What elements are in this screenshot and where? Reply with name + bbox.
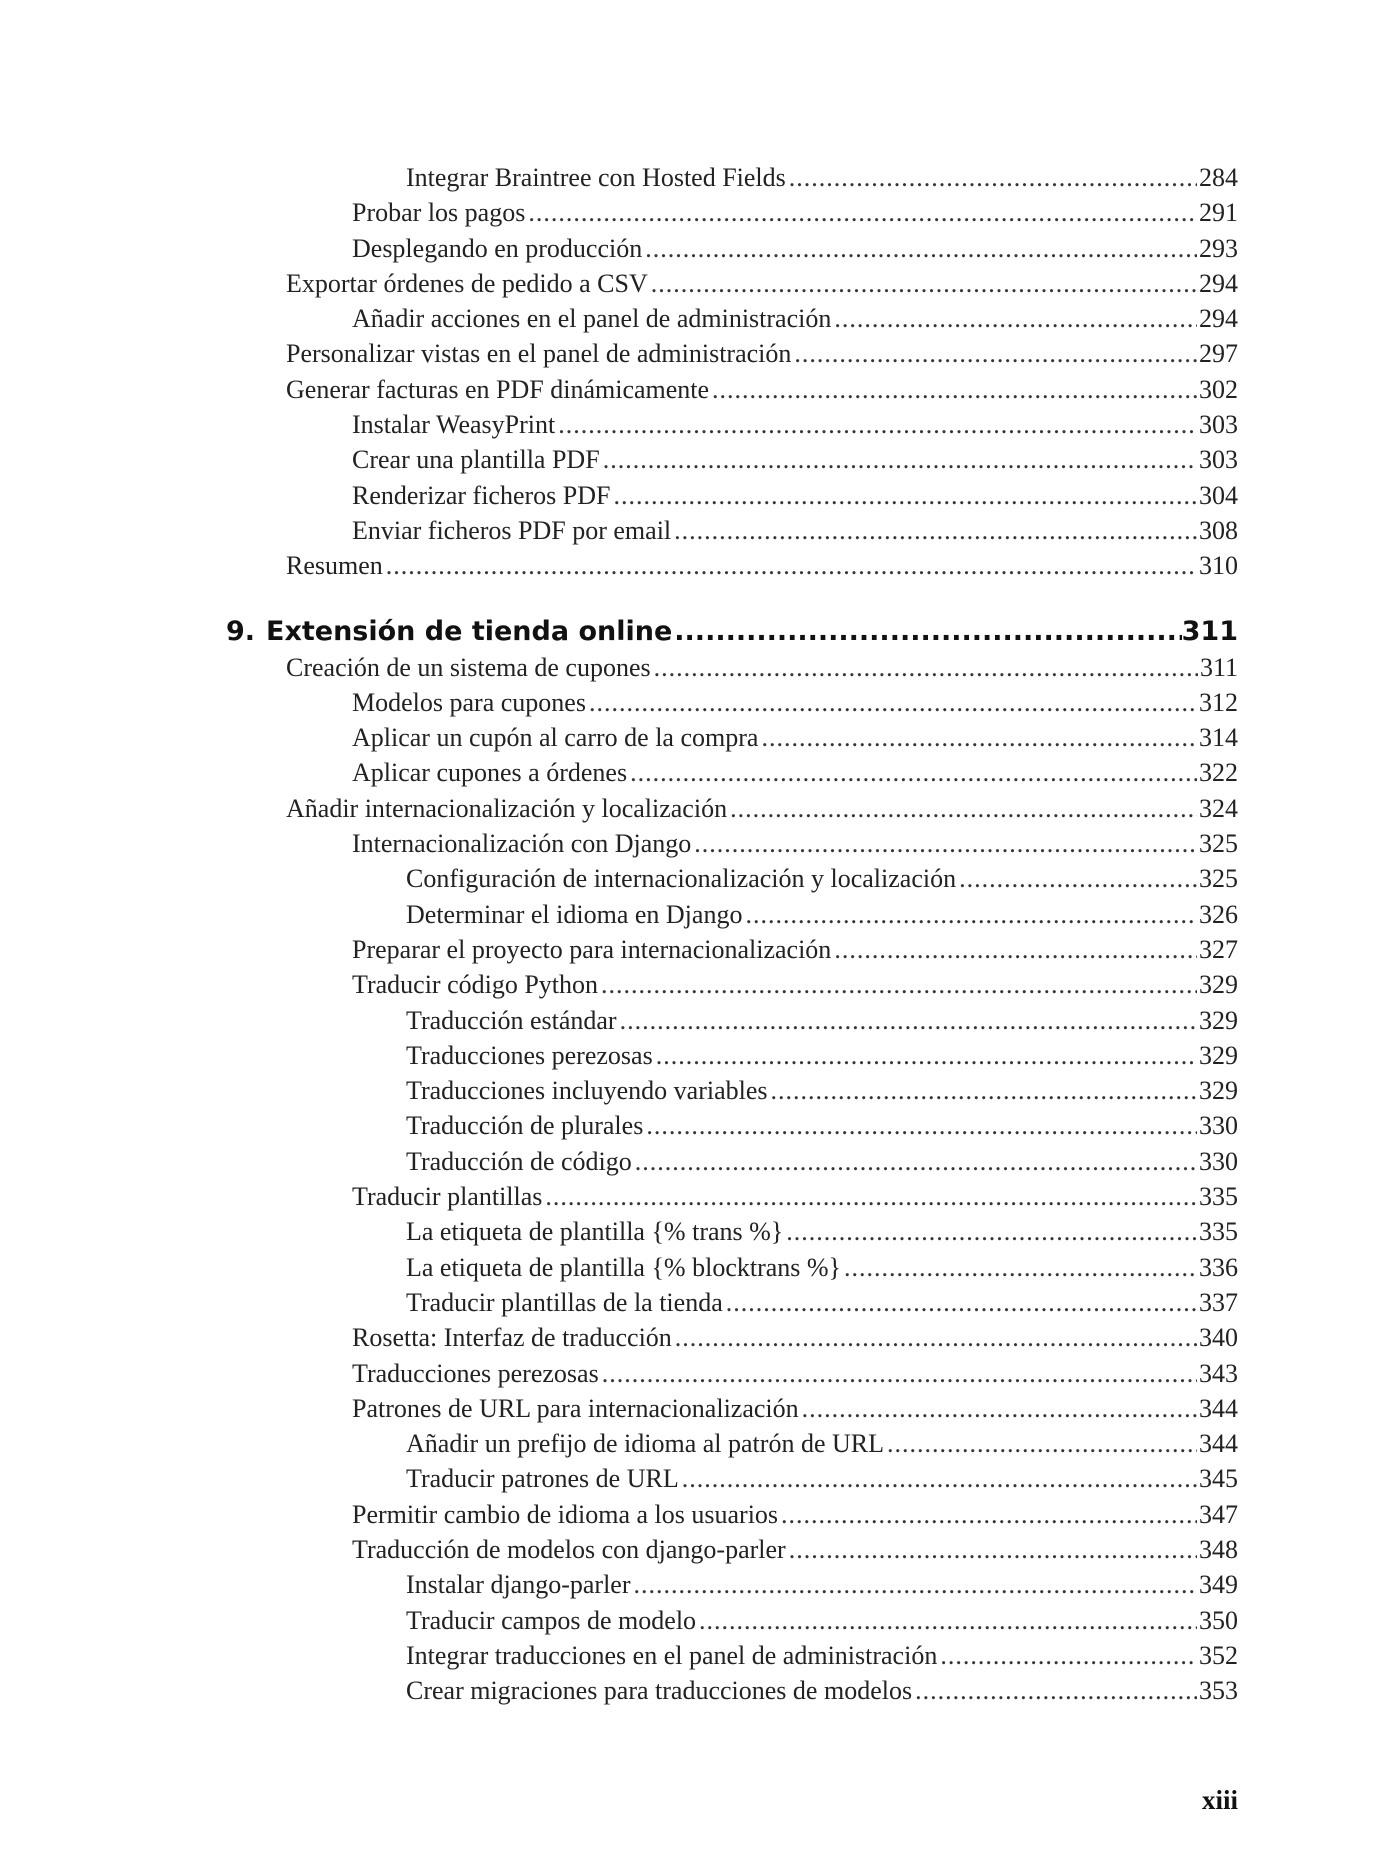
toc-entry-title: Creación de un sistema de cupones [286, 652, 651, 682]
toc-entry-title: Patrones de URL para internacionalización [352, 1393, 799, 1423]
toc-entry [0, 231, 1388, 266]
toc-entry-title: Modelos para cupones [352, 687, 586, 717]
dot-leader [789, 160, 1197, 195]
toc-entry [0, 1638, 1388, 1673]
toc-entry-title: Renderizar ficheros PDF [352, 480, 611, 510]
dot-leader [712, 372, 1197, 407]
toc-entry-page: 324 [1199, 793, 1238, 823]
toc-entry [0, 266, 1388, 301]
dot-leader [646, 1108, 1197, 1143]
toc-entry-title: Traducir patrones de URL [406, 1464, 679, 1494]
toc-entry [0, 755, 1388, 790]
dot-leader [675, 1320, 1197, 1355]
toc-entry-page: 329 [1199, 1005, 1238, 1035]
toc-entry [0, 967, 1388, 1002]
toc-entry-title: Añadir acciones en el panel de administración [352, 304, 832, 334]
toc-entry-page: 297 [1199, 339, 1238, 369]
toc-entry [0, 932, 1388, 967]
dot-leader [528, 195, 1197, 230]
dot-leader [602, 1356, 1197, 1391]
toc-entry-title: Crear migraciones para traducciones de modelos [406, 1676, 913, 1706]
dot-leader [786, 1214, 1197, 1249]
toc-entry-title: Exportar órdenes de pedido a CSV [286, 268, 648, 298]
toc-entry-title: Traducir plantillas [352, 1182, 543, 1212]
toc-entry-page: 344 [1199, 1393, 1238, 1423]
toc-entry [0, 407, 1388, 442]
toc-entry-page: 284 [1199, 163, 1238, 192]
dot-leader [386, 548, 1197, 583]
toc-entry-title: Desplegando en producción [352, 233, 643, 263]
dot-leader [699, 1603, 1197, 1638]
toc-entry [0, 195, 1388, 230]
toc-entry-title: Generar facturas en PDF dinámicamente [286, 374, 710, 404]
dot-leader [603, 442, 1197, 477]
toc-entry-title: Aplicar cupones a órdenes [352, 758, 628, 788]
toc-entry-title: Resumen [286, 551, 383, 581]
toc-entry-title: Traducir código Python [352, 970, 599, 1000]
toc-entry-page: 349 [1199, 1570, 1238, 1600]
toc-entry-page: 325 [1199, 864, 1238, 894]
dot-leader [730, 791, 1197, 826]
dot-leader [651, 266, 1197, 301]
toc-entry [0, 301, 1388, 336]
toc-entry-page: 302 [1199, 374, 1238, 404]
toc-entry-title: Personalizar vistas en el panel de administración [286, 339, 792, 369]
toc-entry-title: Traducir plantillas de la tienda [406, 1287, 723, 1317]
dot-leader [802, 1391, 1197, 1426]
toc-entry-title: Rosetta: Interfaz de traducción [352, 1323, 672, 1353]
toc-entry [0, 336, 1388, 371]
toc-entry-page: 311 [1199, 652, 1238, 682]
chapter-page: 311 [1181, 615, 1238, 647]
toc-entry-page: 335 [1199, 1217, 1238, 1247]
toc-entry [0, 1461, 1388, 1496]
toc-entry-page: 303 [1199, 410, 1238, 440]
toc-entry-title: Integrar traducciones en el panel de administración [406, 1640, 938, 1670]
toc-entry-page: 312 [1199, 687, 1238, 717]
dot-leader [794, 336, 1197, 371]
toc-entry-page: 294 [1199, 304, 1238, 334]
toc-entry-page: 345 [1199, 1464, 1238, 1494]
dot-leader [682, 1461, 1197, 1496]
dot-leader [834, 301, 1197, 336]
toc-section-before [0, 160, 1388, 584]
toc-entry-title: Aplicar un cupón al carro de la compra [352, 723, 759, 753]
dot-leader [645, 231, 1197, 266]
dot-leader [634, 1567, 1197, 1602]
toc-entry-page: 326 [1199, 899, 1238, 929]
toc-entry [0, 372, 1388, 407]
toc-entry-page: 352 [1199, 1640, 1238, 1670]
toc-entry [0, 1250, 1388, 1285]
toc-entry-title: Añadir un prefijo de idioma al patrón de URL [406, 1429, 884, 1459]
dot-leader [558, 407, 1197, 442]
dot-leader [630, 755, 1197, 790]
toc-entry-page: 336 [1199, 1252, 1238, 1282]
toc-entry-page: 308 [1199, 515, 1238, 545]
dot-leader [781, 1497, 1197, 1532]
toc-entry [0, 1038, 1388, 1073]
toc-entry-title: Añadir internacionalización y localización [286, 793, 728, 823]
toc-entry [0, 1003, 1388, 1038]
chapter-heading [0, 614, 1388, 650]
toc-entry [0, 1214, 1388, 1249]
toc-entry-page: 304 [1199, 480, 1238, 510]
toc-entry-page: 322 [1199, 758, 1238, 788]
toc-entry-title: Traducción de plurales [406, 1111, 644, 1141]
toc-entry [0, 1356, 1388, 1391]
dot-leader [789, 1532, 1197, 1567]
dot-leader [915, 1673, 1197, 1708]
toc-section-after [0, 650, 1388, 1709]
toc-entry-title: Traducción de modelos con django-parler [352, 1534, 786, 1564]
toc-entry-page: 329 [1199, 1076, 1238, 1106]
toc-entry [0, 1673, 1388, 1708]
toc-entry [0, 685, 1388, 720]
dot-leader [940, 1638, 1197, 1673]
toc-entry [0, 1108, 1388, 1143]
dot-leader [656, 1038, 1197, 1073]
toc-entry-title: Traducción estándar [406, 1005, 617, 1035]
toc-entry-page: 330 [1199, 1146, 1238, 1176]
toc-entry-title: Internacionalización con Django [352, 829, 692, 859]
dot-leader [654, 650, 1198, 685]
toc-entry [0, 1603, 1388, 1638]
table-of-contents [0, 160, 1388, 1708]
page-number: xiii [1201, 1785, 1238, 1815]
toc-entry-page: 337 [1199, 1287, 1238, 1317]
toc-entry [0, 861, 1388, 896]
chapter-title: Extensión de tienda online [266, 615, 673, 647]
toc-entry [0, 720, 1388, 755]
toc-entry [0, 897, 1388, 932]
dot-leader [761, 720, 1197, 755]
toc-entry-title: Traducción de código [406, 1146, 632, 1176]
toc-entry [0, 1144, 1388, 1179]
toc-entry [0, 513, 1388, 548]
toc-entry [0, 1532, 1388, 1567]
toc-entry-page: 340 [1199, 1323, 1238, 1353]
toc-entry-page: 353 [1199, 1676, 1238, 1706]
toc-entry-page: 347 [1199, 1499, 1238, 1529]
toc-entry [0, 478, 1388, 513]
toc-entry [0, 1073, 1388, 1108]
chapter-number: 9. [226, 615, 256, 647]
toc-entry-title: Probar los pagos [352, 198, 526, 228]
toc-entry-title: Instalar WeasyPrint [352, 410, 556, 440]
dot-leader [613, 478, 1197, 513]
toc-entry [0, 1285, 1388, 1320]
dot-leader [589, 685, 1197, 720]
toc-entry-title: Configuración de internacionalización y localización [406, 864, 957, 894]
toc-entry-page: 350 [1199, 1605, 1238, 1635]
toc-entry-page: 330 [1199, 1111, 1238, 1141]
toc-entry-page: 303 [1199, 445, 1238, 475]
dot-leader [844, 1250, 1197, 1285]
toc-entry-page: 310 [1199, 551, 1238, 581]
toc-entry [0, 826, 1388, 861]
toc-entry-title: Permitir cambio de idioma a los usuarios [352, 1499, 779, 1529]
toc-entry-title: Enviar ficheros PDF por email [352, 515, 672, 545]
dot-leader [745, 897, 1197, 932]
toc-entry-page: 343 [1199, 1358, 1238, 1388]
dot-leader [771, 1073, 1198, 1108]
toc-entry [0, 548, 1388, 583]
toc-entry [0, 442, 1388, 477]
toc-entry-title: Crear una plantilla PDF [352, 445, 600, 475]
toc-entry-title: La etiqueta de plantilla {% blocktrans %} [406, 1252, 842, 1282]
toc-entry [0, 1426, 1388, 1461]
toc-entry-title: Preparar el proyecto para internacionalización [352, 934, 832, 964]
dot-leader [694, 826, 1197, 861]
dot-leader [887, 1426, 1197, 1461]
toc-entry [0, 791, 1388, 826]
toc-entry [0, 160, 1388, 195]
toc-entry-title: Instalar django-parler [406, 1570, 631, 1600]
toc-entry-page: 348 [1199, 1534, 1238, 1564]
toc-entry-page: 327 [1199, 934, 1238, 964]
toc-entry-title: Determinar el idioma en Django [406, 899, 743, 929]
toc-entry-title: La etiqueta de plantilla {% trans %} [406, 1217, 784, 1247]
toc-entry-title: Integrar Braintree con Hosted Fields [406, 163, 786, 192]
toc-entry-page: 294 [1199, 268, 1238, 298]
toc-entry-page: 329 [1199, 970, 1238, 1000]
toc-entry [0, 1567, 1388, 1602]
dot-leader [959, 861, 1197, 896]
toc-entry [0, 1391, 1388, 1426]
dot-leader [601, 967, 1197, 1002]
dot-leader [635, 1144, 1197, 1179]
dot-leader [726, 1285, 1197, 1320]
toc-entry-title: Traducciones incluyendo variables [406, 1076, 768, 1106]
toc-entry [0, 1320, 1388, 1355]
toc-entry [0, 1179, 1388, 1214]
dot-leader [674, 513, 1197, 548]
toc-entry-page: 293 [1199, 233, 1238, 263]
toc-entry-page: 314 [1199, 723, 1238, 753]
toc-entry-page: 291 [1199, 198, 1238, 228]
dot-leader [545, 1179, 1197, 1214]
toc-entry-title: Traducciones perezosas [406, 1040, 653, 1070]
toc-entry-title: Traducciones perezosas [352, 1358, 599, 1388]
toc-entry-page: 325 [1199, 829, 1238, 859]
dot-leader [620, 1003, 1197, 1038]
toc-entry-page: 329 [1199, 1040, 1238, 1070]
toc-entry-page: 344 [1199, 1429, 1238, 1459]
toc-entry-page: 335 [1199, 1182, 1238, 1212]
toc-entry [0, 1497, 1388, 1532]
dot-leader [674, 614, 1181, 650]
dot-leader [834, 932, 1197, 967]
toc-entry-title: Traducir campos de modelo [406, 1605, 697, 1635]
toc-entry [0, 650, 1388, 685]
